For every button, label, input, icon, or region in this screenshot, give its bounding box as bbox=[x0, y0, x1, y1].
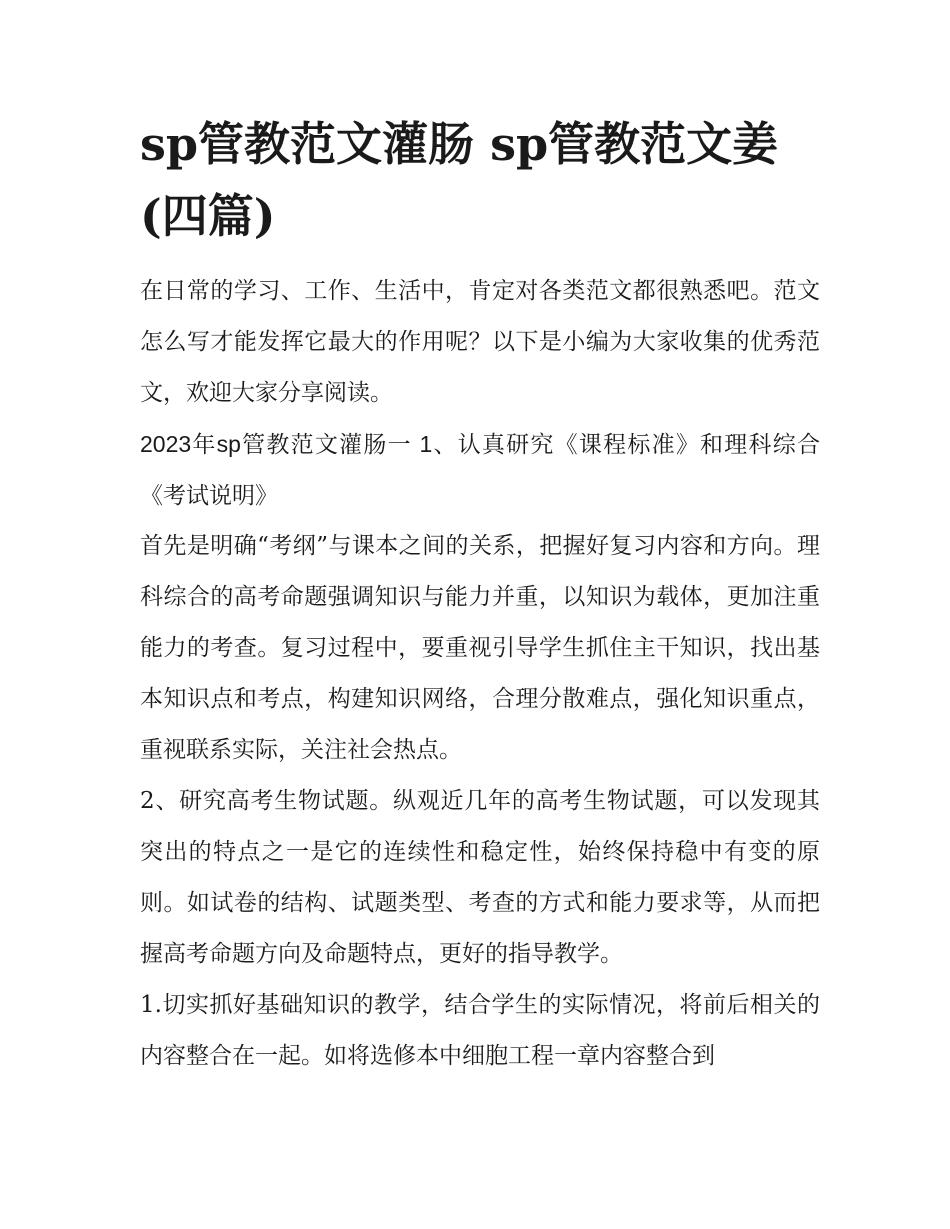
body-paragraph-3: 1.切实抓好基础知识的教学，结合学生的实际情况，将前后相关的内容整合在一起。如将选修本中细胞工程一章内容整合到 bbox=[140, 992, 820, 1069]
document-page bbox=[140, 108, 820, 1082]
section-heading: 2023年sp管教范文灌肠一 1、认真研究《课程标准》和理科综合《考试说明》 bbox=[140, 431, 820, 508]
document-title: sp管教范文灌肠 sp管教范文姜(四篇) bbox=[140, 117, 779, 243]
body-paragraph-2: 2、研究高考生物试题。纵观近几年的高考生物试题，可以发现其突出的特点之一是它的连续性和稳定性，始终保持稳中有变的原则。如试卷的结构、试题类型、考查的方式和能力要求等，从而把握高考命题方向及命题特点，更好的指导教学。 bbox=[140, 788, 820, 967]
body-paragraph-1: 首先是明确“考纲”与课本之间的关系，把握好复习内容和方向。理科综合的高考命题强调知识与能力并重，以知识为载体，更加注重能力的考查。复习过程中，要重视引导学生抓住主干知识，找出基本知识点和考点，构建知识网络，合理分散难点，强化知识重点，重视联系实际，关注社会热点。 bbox=[140, 533, 820, 763]
intro-paragraph: 在日常的学习、工作、生活中，肯定对各类范文都很熟悉吧。范文怎么写才能发挥它最大的作用呢？以下是小编为大家收集的优秀范文，欢迎大家分享阅读。 bbox=[140, 278, 820, 406]
